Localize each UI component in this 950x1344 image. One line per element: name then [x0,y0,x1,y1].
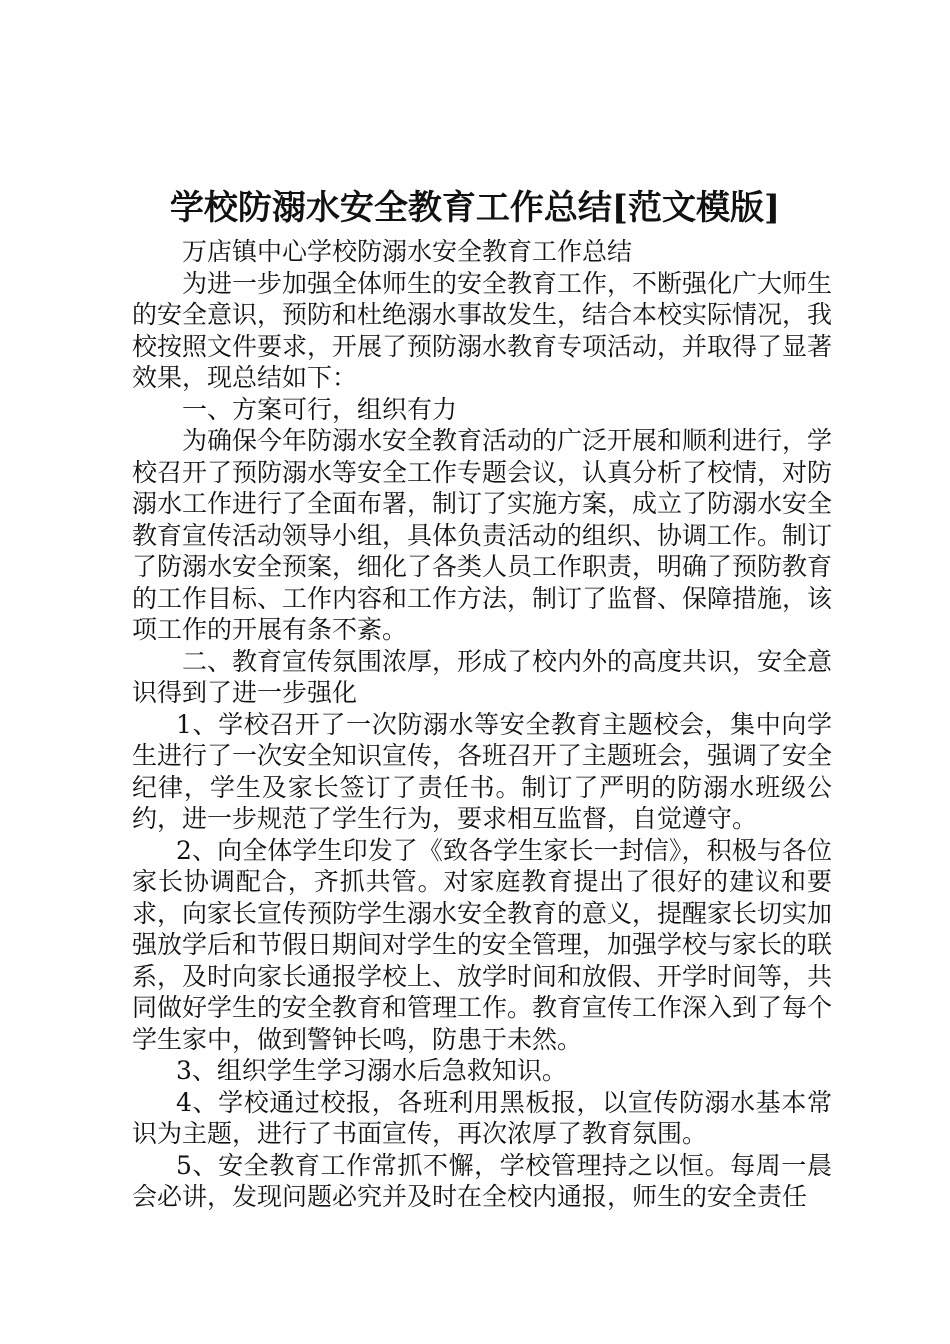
section-heading-2: 二、教育宣传氛围浓厚，形成了校内外的高度共识，安全意识得到了进一步强化 [132,646,833,707]
item-1-paragraph: 1、学校召开了一次防溺水等安全教育主题校会，集中向学生进行了一次安全知识宣传，各班召开了主题班会，强调了安全纪律，学生及家长签订了责任书。制订了严明的防溺水班级公约，进一步规范了学生行为，要求相互监督，自觉遵守。 [132,709,833,833]
item-5-paragraph: 5、安全教育工作常抓不懈，学校管理持之以恒。每周一晨会必讲，发现问题必究并及时在全校内通报，师生的安全责任 [132,1150,832,1211]
section-1-paragraph: 为确保今年防溺水安全教育活动的广泛开展和顺利进行，学校召开了预防溺水等安全工作专题会议，认真分析了校情，对防溺水工作进行了全面布署，制订了实施方案，成立了防溺水安全教育宣传活动领导小组，具体负责活动的组织、协调工作。制订了防溺水安全预案，细化了各类人员工作职责，明确了预防教育的工作目标、工作内容和工作方法，制订了监督、保障措施，该项工作的开展有条不紊。 [132,426,833,644]
item-3-paragraph: 3、组织学生学习溺水后急救知识。 [176,1056,567,1085]
item-4-paragraph: 4、学校通过校报，各班利用黑板报，以宣传防溺水基本常识为主题，进行了书面宣传，再次浓厚了教育氛围。 [132,1087,832,1148]
document-body [132,236,832,1213]
document-title: 学校防溺水安全教育工作总结[范文模版] [169,188,781,228]
item-2-paragraph: 2、向全体学生印发了《致各学生家长一封信》，积极与各位家长协调配合，齐抓共管。对家庭教育提出了很好的建议和要求，向家长宣传预防学生溺水安全教育的意义，提醒家长切实加强放学后和节假日期间对学生的安全管理，加强学校与家长的联系，及时向家长通报学校上、放学时间和放假、开学时间等，共同做好学生的安全教育和管理工作。教育宣传工作深入到了每个学生家中，做到警钟长鸣，防患于未然。 [132,835,833,1054]
section-heading-1: 一、方案可行，组织有力 [182,394,458,424]
intro-paragraph: 为进一步加强全体师生的安全教育工作，不断强化广大师生的安全意识，预防和杜绝溺水事故发生，结合本校实际情况，我校按照文件要求，开展了预防溺水教育专项活动，并取得了显著效果，现总结如下： [132,268,833,392]
subtitle-paragraph: 万店镇中心学校防溺水安全教育工作总结 [182,237,633,266]
